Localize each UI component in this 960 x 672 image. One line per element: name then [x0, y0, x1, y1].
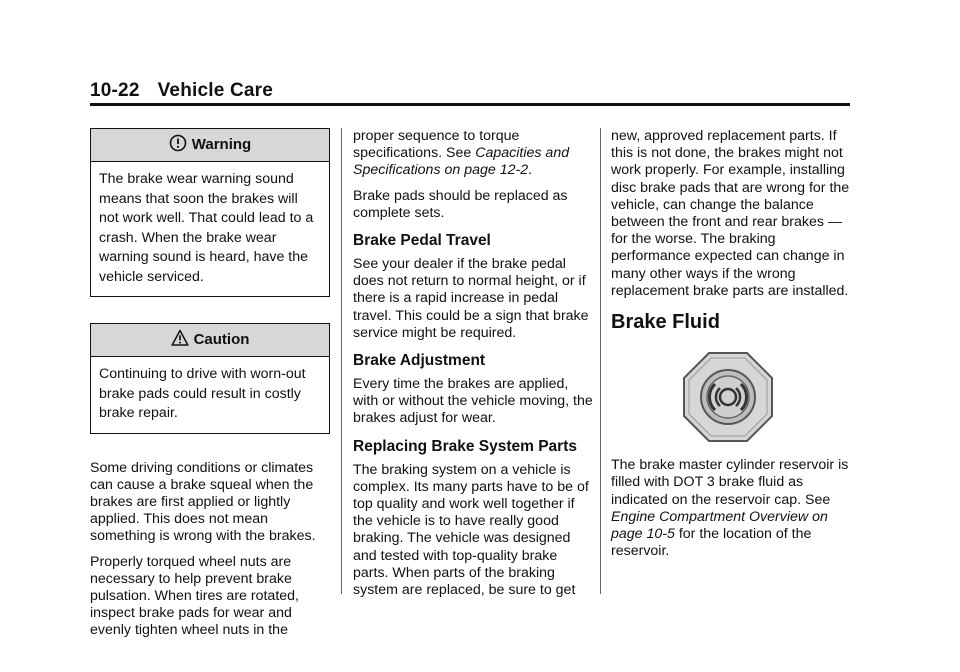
paragraph: Some driving conditions or climates can cause a brake squeal when the brakes are first applied or lightly applied. This does not mean something is wrong with the brakes.	[90, 459, 316, 545]
column-1	[90, 128, 330, 648]
section-title: Vehicle Care	[157, 80, 274, 101]
caution-header	[91, 324, 329, 357]
heading-brake-adjustment: Brake Adjustment	[353, 352, 486, 370]
column-divider	[600, 128, 601, 594]
page-header	[90, 80, 850, 102]
paragraph: Brake pads should be replaced as complete sets.	[353, 187, 568, 221]
cross-reference-link[interactable]: Capacities and Specifications on page 12-2	[353, 145, 570, 179]
warning-header	[91, 129, 329, 162]
paragraph-text: The brake master cylinder reservoir is filled with DOT 3 brake fluid as indicated on the reservoir cap. See	[611, 457, 849, 508]
heading-brake-fluid: Brake Fluid	[611, 311, 720, 334]
caution-icon	[171, 329, 189, 347]
column-2	[353, 128, 593, 607]
cross-reference-link[interactable]: Engine Compartment Overview on page 10-5	[611, 508, 828, 543]
warning-title: Warning	[191, 136, 252, 153]
caution-body: Continuing to drive with worn-out brake pads could result in costly brake repair.	[99, 366, 306, 421]
header-rule	[90, 103, 850, 106]
paragraph: Properly torqued wheel nuts are necessary to help prevent brake pulsation. When tires are rotated, inspect brake pads for wear and evenly tighten wheel nuts in the	[90, 553, 299, 639]
paragraph: Every time the brakes are applied, with or without the vehicle moving, the brakes adjust for wear.	[353, 376, 593, 427]
caution-box	[90, 323, 330, 434]
paragraph: See your dealer if the brake pedal does not return to normal height, or if there is a rapid increase in pedal travel. This could be a sign that brake service might be required.	[353, 256, 589, 341]
column-3	[611, 128, 855, 568]
paragraph	[353, 128, 593, 180]
paragraph-text: proper sequence to torque specifications. See	[353, 128, 520, 162]
paragraph	[611, 457, 855, 560]
paragraph: The braking system on a vehicle is complex. Its many parts have to be of top quality and work well together if the vehicle is to have really good braking. The vehicle was designed and tested with top-quality brake parts. When parts of the braking system are replaced, be sure to get	[353, 461, 589, 599]
warning-icon	[169, 134, 187, 152]
warning-body: The brake wear warning sound means that soon the brakes will not work well. That could lead to a crash. When the brake wear warning sound is heard, have the vehicle serviced.	[99, 171, 314, 285]
heading-brake-pedal-travel: Brake Pedal Travel	[353, 232, 491, 250]
paragraph-text: .	[528, 162, 533, 179]
warning-box	[90, 128, 330, 297]
caution-title: Caution	[193, 331, 250, 348]
paragraph-text: for the location of the reservoir.	[611, 526, 812, 560]
column-divider	[341, 128, 342, 594]
heading-replacing-brake-system-parts: Replacing Brake System Parts	[353, 437, 577, 455]
brake-fluid-cap-icon	[682, 351, 774, 443]
paragraph: new, approved replacement parts. If this is not done, the brakes might not work properly. For example, installing disc brake pads that are wrong for the vehicle, can change the balance between the front and rear brakes — for the worse. The braking performance expected can change in many other ways if the wrong replacement brake parts are installed.	[611, 128, 850, 299]
page-number: 10-22	[90, 80, 140, 101]
